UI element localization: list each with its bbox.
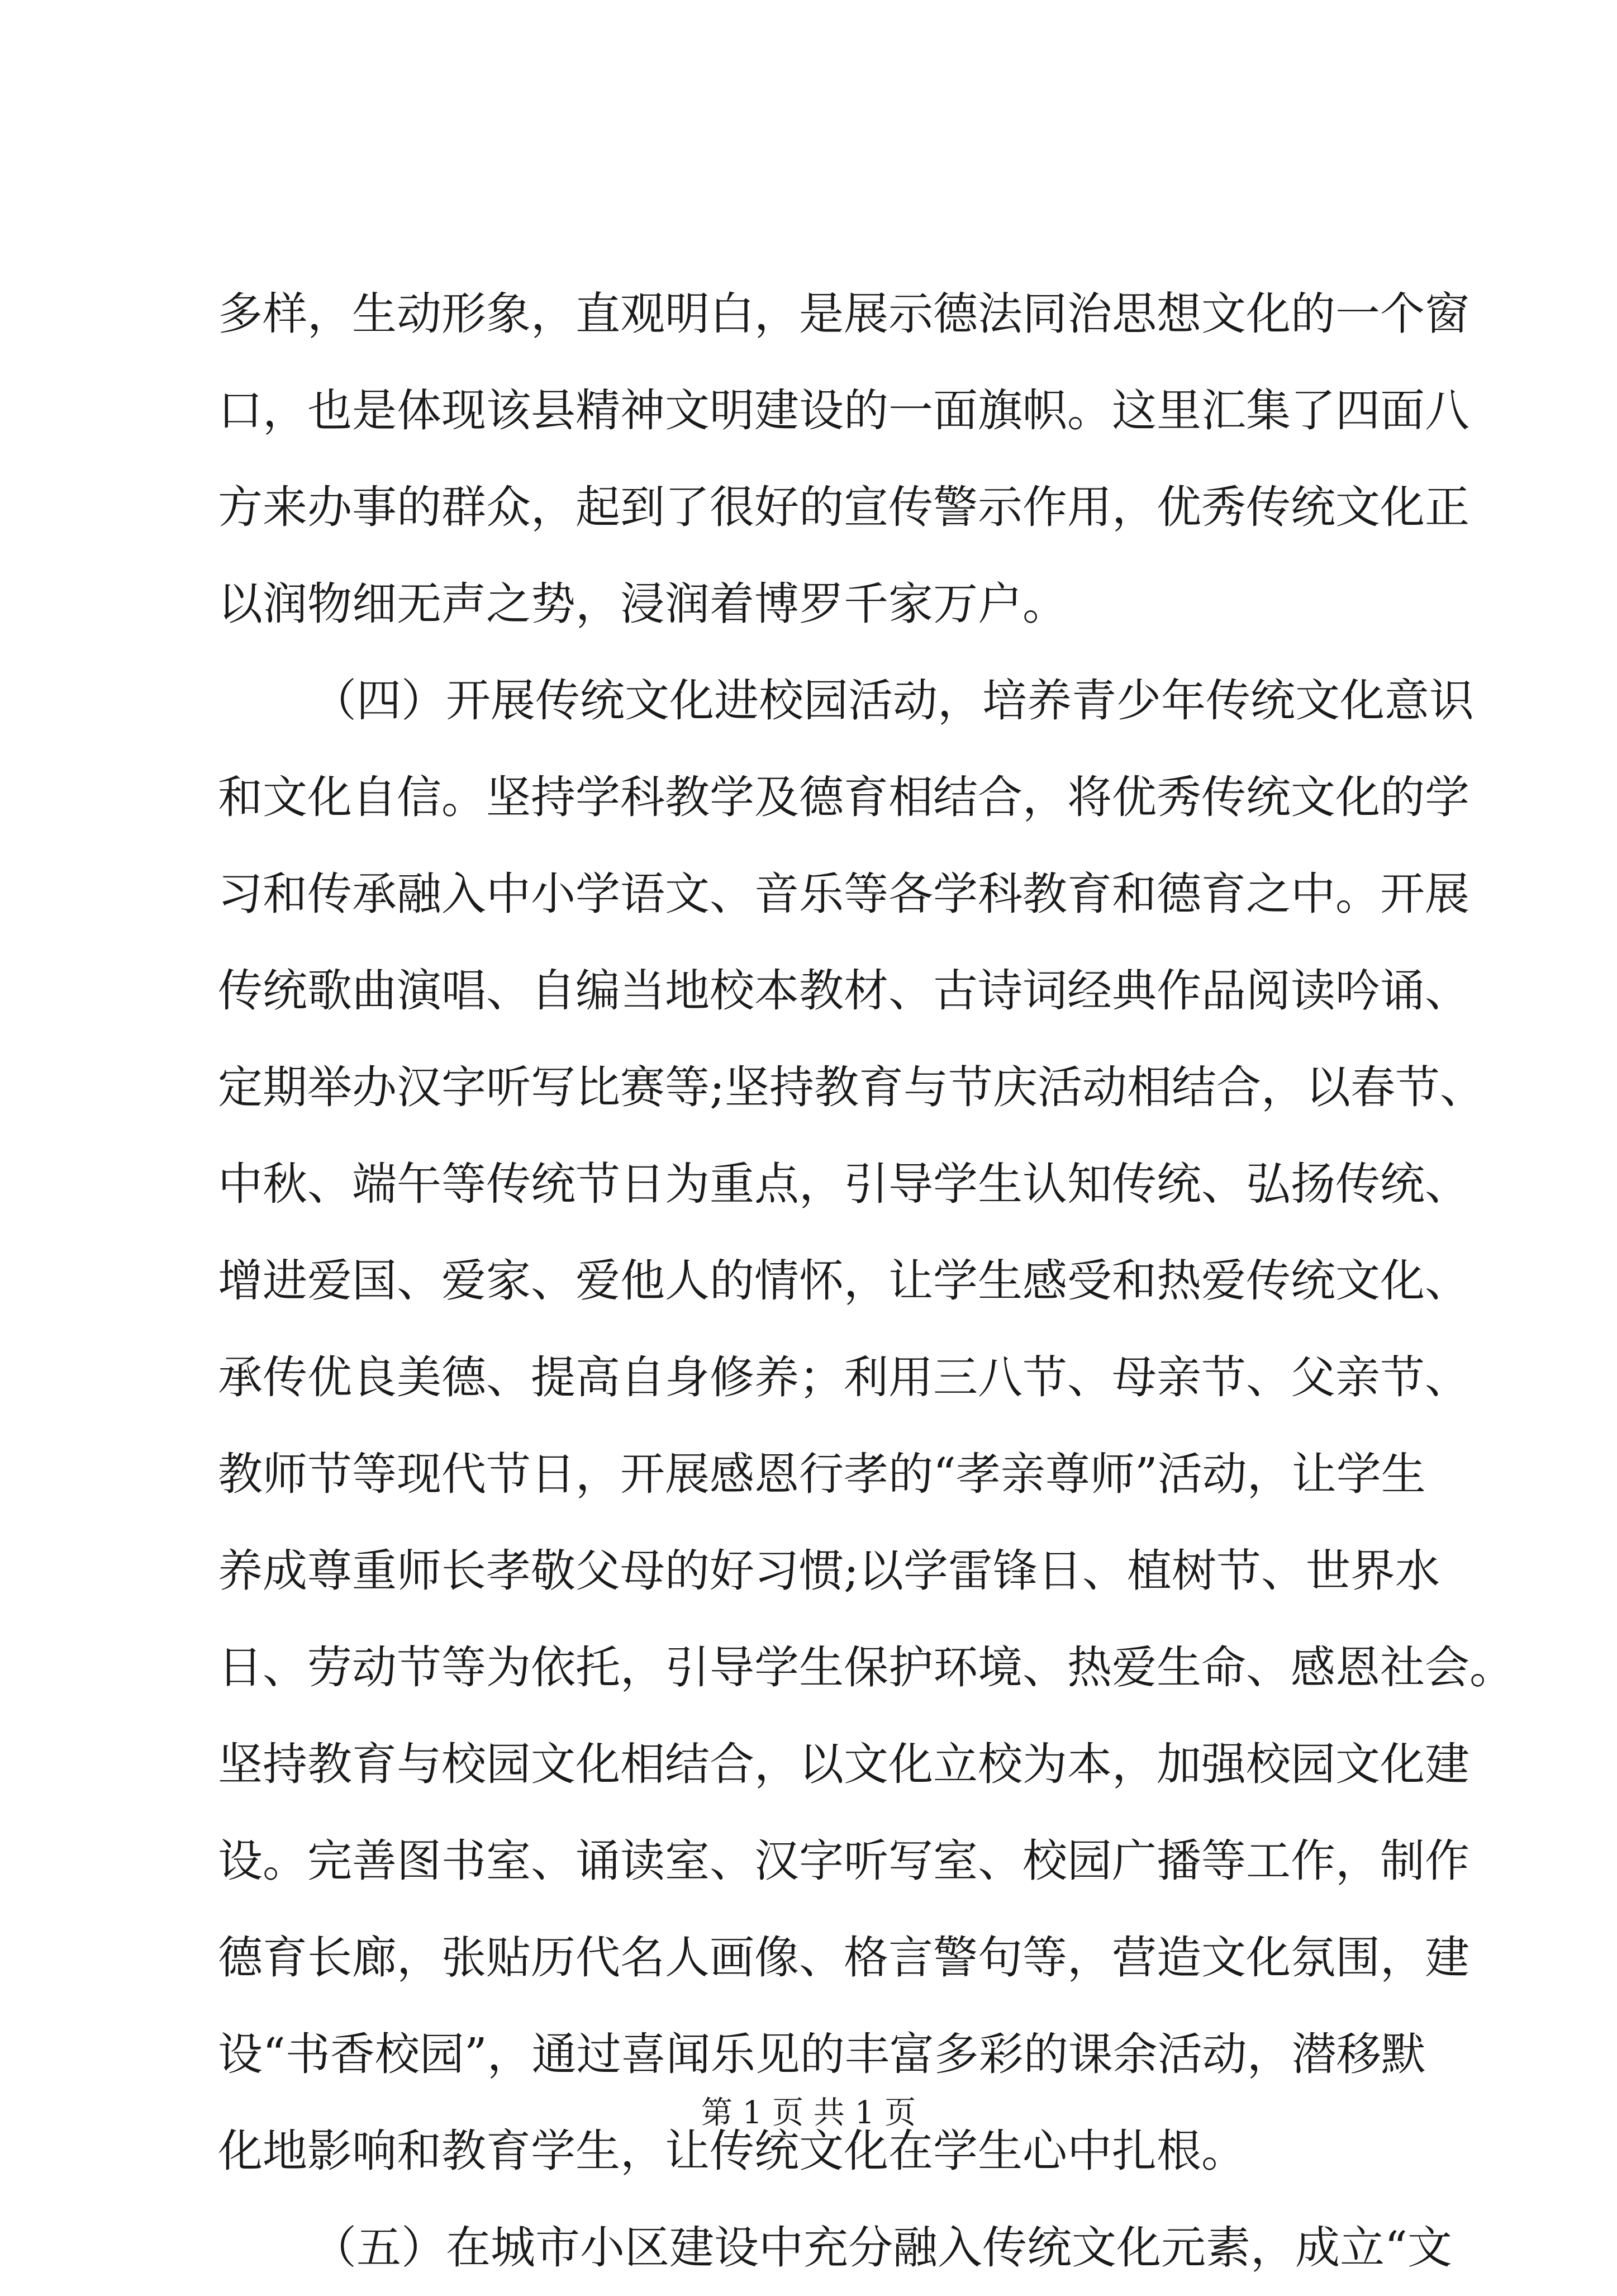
text-line: 习和传承融入中小学语文、音乐等各学科教育和德育之中。开展 (218, 868, 1469, 920)
text-line: 设。完善图书室、诵读室、汉字听写室、校园广播等工作，制作 (218, 1835, 1469, 1887)
text-line: 坚持教育与校园文化相结合，以文化立校为本，加强校园文化建 (218, 1738, 1469, 1790)
text-line: 以润物细无声之势，浸润着博罗千家万户。 (218, 578, 1067, 630)
text-line: 中秋、端午等传统节日为重点，引导学生认知传统、弘扬传统、 (218, 1158, 1469, 1210)
text-line: 多样，生动形象，直观明白，是展示德法同治思想文化的一个窗 (218, 288, 1469, 340)
page-footer: 第 1 页 共 1 页 (701, 2095, 916, 2131)
text-line: 教师节等现代节日，开展感恩行孝的“孝亲尊师”活动，让学生 (218, 1448, 1426, 1500)
text-line: 日、劳动节等为依托，引导学生保护环境、热爱生命、感恩社会。 (218, 1642, 1514, 1693)
text-line: 和文化自信。坚持学科教学及德育相结合，将优秀传统文化的学 (218, 771, 1469, 823)
document-body (218, 265, 1514, 2296)
text-line: 方来办事的群众，起到了很好的宣传警示作用，优秀传统文化正 (218, 481, 1469, 533)
text-line: 养成尊重师长孝敬父母的好习惯;以学雷锋日、植树节、世界水 (218, 1545, 1440, 1597)
text-line: 设“书香校园”，通过喜闻乐见的丰富多彩的课余活动，潜移默 (218, 2028, 1426, 2080)
text-line: 承传优良美德、提高自身修养；利用三八节、母亲节、父亲节、 (218, 1351, 1469, 1403)
text-line: 化地影响和教育学生，让传统文化在学生心中扎根。 (218, 2125, 1246, 2177)
section-heading-line: （五）在城市小区建设中充分融入传统文化元素，成立“文 (312, 2222, 1452, 2274)
text-line: 传统歌曲演唱、自编当地校本教材、古诗词经典作品阅读吟诵、 (218, 965, 1469, 1017)
text-line: 口，也是体现该县精神文明建设的一面旗帜。这里汇集了四面八 (218, 385, 1469, 437)
text-line: 德育长廊，张贴历代名人画像、格言警句等，营造文化氛围，建 (218, 1932, 1469, 1984)
text-line: 增进爱国、爱家、爱他人的情怀，让学生感受和热爱传统文化、 (218, 1255, 1469, 1307)
text-line: 定期举办汉字听写比赛等;坚持教育与节庆活动相结合，以春节、 (218, 1061, 1485, 1113)
section-heading-line: （四）开展传统文化进校园活动，培养青少年传统文化意识 (312, 675, 1474, 727)
